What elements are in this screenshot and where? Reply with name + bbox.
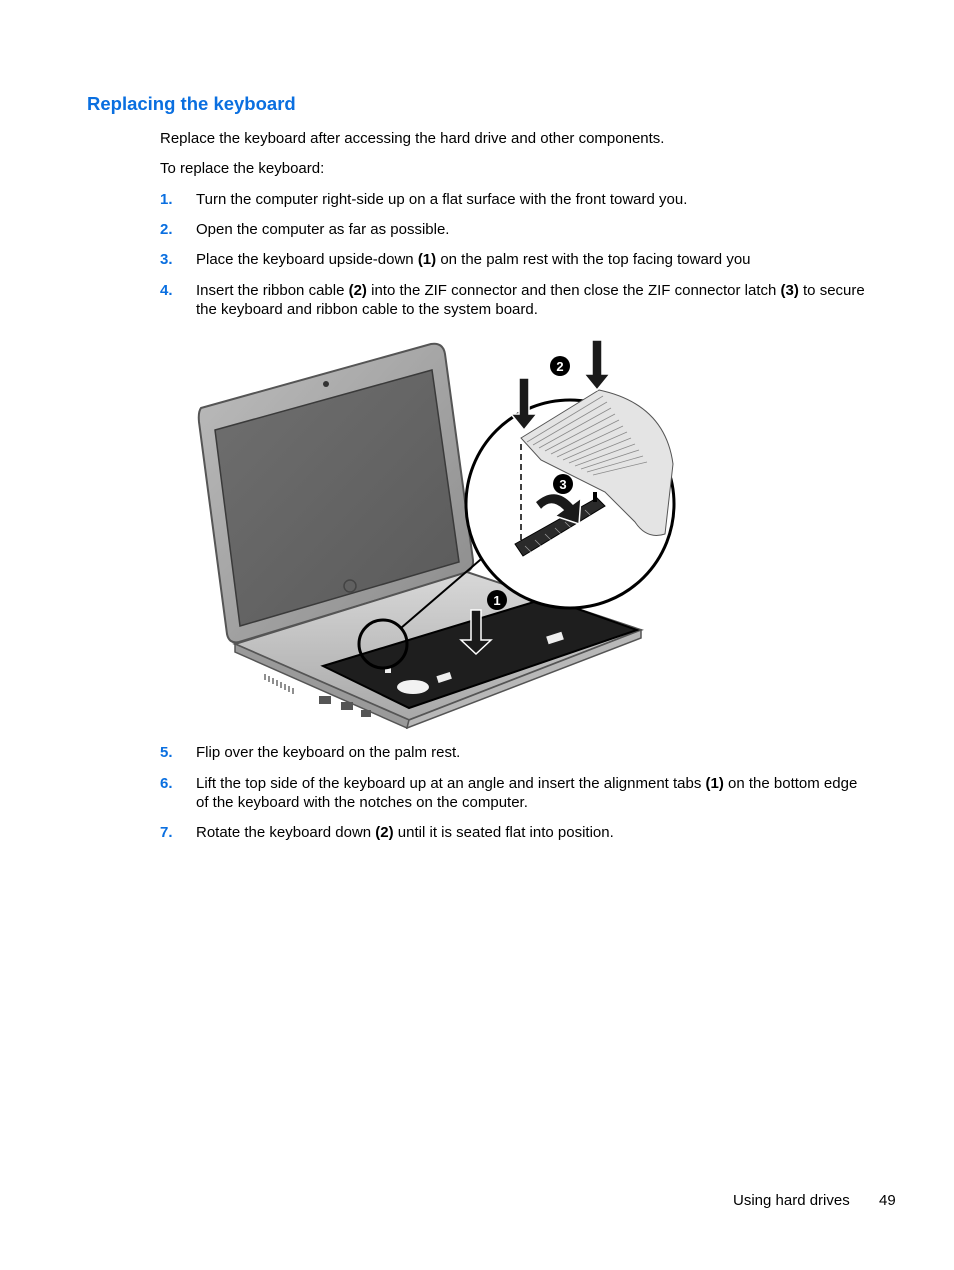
step-text: Rotate the keyboard down (2) until it is seated flat into position. (196, 824, 614, 841)
section-heading: Replacing the keyboard (87, 93, 296, 114)
lead-in-paragraph: To replace the keyboard: (160, 160, 325, 177)
callout-3: 3 (559, 477, 567, 492)
step-text: Flip over the keyboard on the palm rest. (196, 744, 461, 761)
step-text: Insert the ribbon cable (2) into the ZIF connector and then close the ZIF connector latch (3) to secure the keyboard and ribbon cable to the system board. (196, 282, 865, 318)
step-number: 1. (160, 191, 173, 208)
step-text: Turn the computer right-side up on a flat surface with the front toward you. (196, 191, 688, 208)
step-number: 2. (160, 221, 173, 238)
callout-2: 2 (556, 359, 564, 374)
step-number: 5. (160, 744, 173, 761)
step-number: 3. (160, 251, 173, 268)
step-text: Lift the top side of the keyboard up at an angle and insert the alignment tabs (1) on the bottom edge of the keyboard with the notches on the computer. (196, 775, 858, 811)
keyboard-installation-illustration (195, 334, 685, 729)
step-text: Open the computer as far as possible. (196, 221, 450, 238)
step-number: 6. (160, 775, 173, 792)
step-number: 4. (160, 282, 173, 299)
detail-magnifier (466, 390, 674, 608)
page-number: 49 (879, 1192, 896, 1209)
callout-1: 1 (493, 593, 501, 608)
step-number: 7. (160, 824, 173, 841)
intro-paragraph: Replace the keyboard after accessing the hard drive and other components. (160, 130, 665, 147)
footer-section-title: Using hard drives (733, 1192, 850, 1209)
step-text: Place the keyboard upside-down (1) on the palm rest with the top facing toward you (196, 251, 751, 268)
